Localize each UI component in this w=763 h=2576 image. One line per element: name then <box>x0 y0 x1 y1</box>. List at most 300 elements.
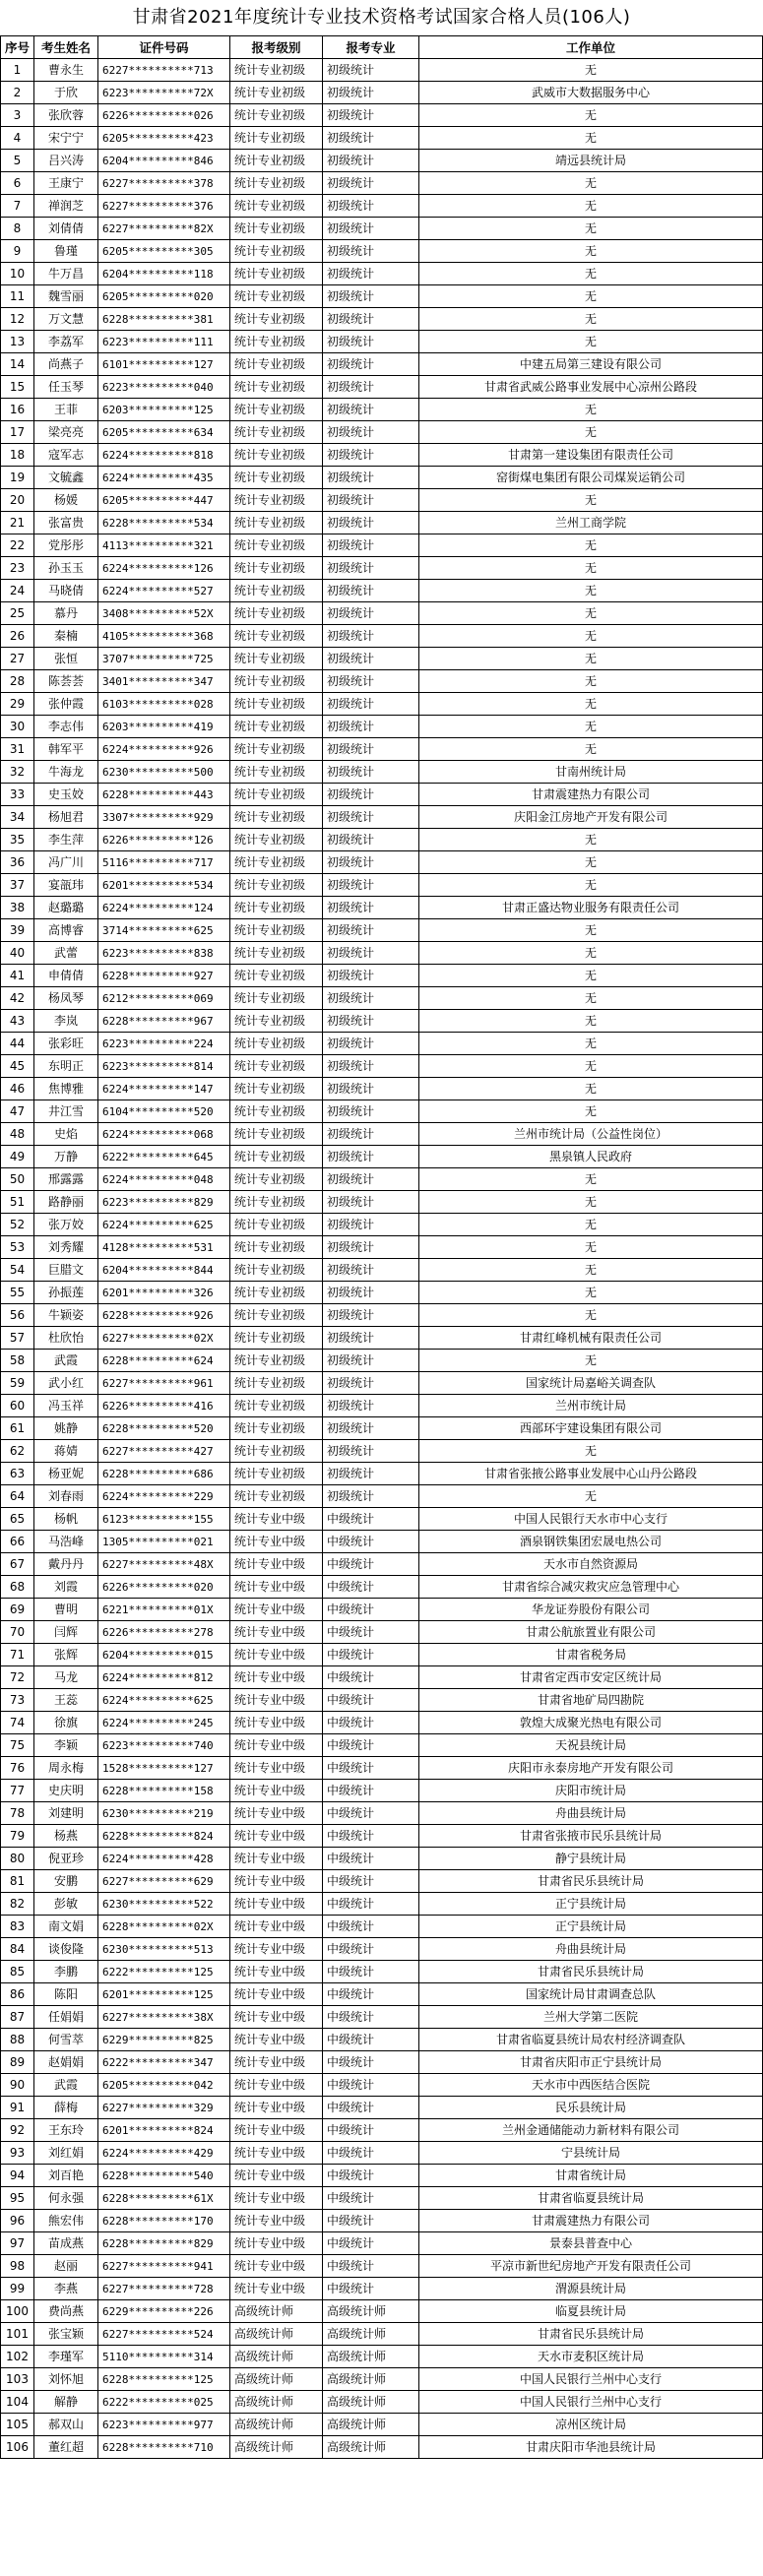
cell-name: 李燕 <box>34 2278 98 2300</box>
cell-level: 统计专业初级 <box>230 308 323 331</box>
cell-name: 王菲 <box>34 399 98 421</box>
cell-name: 史玉姣 <box>34 784 98 806</box>
cell-id-number: 4105**********368 <box>98 625 230 648</box>
cell-index: 67 <box>1 1553 34 1576</box>
table-row <box>1 285 763 308</box>
cell-level: 统计专业初级 <box>230 59 323 82</box>
cell-id-number: 6228**********967 <box>98 1010 230 1033</box>
table-row <box>1 195 763 218</box>
cell-id-number: 6204**********015 <box>98 1644 230 1666</box>
cell-work-unit: 甘肃第一建设集团有限责任公司 <box>419 444 763 467</box>
cell-work-unit: 无 <box>419 104 763 127</box>
cell-work-unit: 无 <box>419 285 763 308</box>
table-row <box>1 965 763 987</box>
cell-id-number: 6227**********629 <box>98 1870 230 1893</box>
cell-work-unit: 无 <box>419 1350 763 1372</box>
cell-level: 统计专业初级 <box>230 331 323 353</box>
cell-major: 初级统计 <box>323 1168 419 1191</box>
cell-name: 鲁瑾 <box>34 240 98 263</box>
cell-level: 统计专业中级 <box>230 1599 323 1621</box>
cell-index: 8 <box>1 218 34 240</box>
cell-index: 48 <box>1 1123 34 1146</box>
table-row <box>1 1893 763 1916</box>
cell-id-number: 6224**********625 <box>98 1689 230 1712</box>
cell-work-unit: 甘肃省税务局 <box>419 1644 763 1666</box>
cell-level: 高级统计师 <box>230 2323 323 2346</box>
cell-index: 85 <box>1 1961 34 1983</box>
cell-name: 禅润芝 <box>34 195 98 218</box>
cell-id-number: 6228**********158 <box>98 1780 230 1802</box>
cell-major: 初级统计 <box>323 467 419 489</box>
cell-id-number: 6228**********686 <box>98 1463 230 1485</box>
cell-major: 初级统计 <box>323 1327 419 1350</box>
cell-id-number: 6224**********435 <box>98 467 230 489</box>
cell-work-unit: 华龙证券股份有限公司 <box>419 1599 763 1621</box>
cell-work-unit: 无 <box>419 557 763 580</box>
cell-index: 5 <box>1 150 34 172</box>
cell-major: 初级统计 <box>323 625 419 648</box>
cell-index: 4 <box>1 127 34 150</box>
cell-name: 刘怀旭 <box>34 2368 98 2391</box>
table-row <box>1 874 763 897</box>
cell-id-number: 6227**********961 <box>98 1372 230 1395</box>
cell-id-number: 6223**********829 <box>98 1191 230 1214</box>
cell-index: 19 <box>1 467 34 489</box>
cell-major: 初级统计 <box>323 285 419 308</box>
cell-level: 统计专业初级 <box>230 1236 323 1259</box>
cell-major: 初级统计 <box>323 580 419 602</box>
cell-work-unit: 平凉市新世纪房地产开发有限责任公司 <box>419 2255 763 2278</box>
cell-level: 统计专业初级 <box>230 150 323 172</box>
cell-id-number: 6222**********125 <box>98 1961 230 1983</box>
cell-level: 统计专业初级 <box>230 489 323 512</box>
cell-level: 统计专业初级 <box>230 1304 323 1327</box>
table-row <box>1 1259 763 1282</box>
header-major: 报考专业 <box>323 36 419 59</box>
cell-major: 中级统计 <box>323 1689 419 1712</box>
table-row <box>1 399 763 421</box>
table-row <box>1 263 763 285</box>
cell-major: 中级统计 <box>323 1870 419 1893</box>
cell-id-number: 6230**********513 <box>98 1938 230 1961</box>
cell-id-number: 6228**********443 <box>98 784 230 806</box>
table-row <box>1 1372 763 1395</box>
table-row <box>1 2414 763 2436</box>
cell-level: 统计专业初级 <box>230 240 323 263</box>
cell-work-unit: 无 <box>419 263 763 285</box>
cell-major: 初级统计 <box>323 534 419 557</box>
cell-major: 初级统计 <box>323 1282 419 1304</box>
cell-work-unit: 甘肃省定西市安定区统计局 <box>419 1666 763 1689</box>
cell-major: 初级统计 <box>323 648 419 670</box>
cell-index: 47 <box>1 1100 34 1123</box>
cell-level: 统计专业中级 <box>230 1916 323 1938</box>
cell-level: 统计专业初级 <box>230 829 323 851</box>
cell-name: 李岚 <box>34 1010 98 1033</box>
cell-level: 统计专业初级 <box>230 512 323 534</box>
cell-id-number: 6223**********111 <box>98 331 230 353</box>
cell-id-number: 6224**********527 <box>98 580 230 602</box>
cell-index: 39 <box>1 919 34 942</box>
table-row <box>1 2391 763 2414</box>
cell-name: 刘霞 <box>34 1576 98 1599</box>
cell-major: 初级统计 <box>323 1417 419 1440</box>
table-row <box>1 2346 763 2368</box>
cell-index: 106 <box>1 2436 34 2459</box>
cell-level: 高级统计师 <box>230 2436 323 2459</box>
cell-work-unit: 静宁县统计局 <box>419 1848 763 1870</box>
cell-name: 闫辉 <box>34 1621 98 1644</box>
cell-level: 统计专业初级 <box>230 625 323 648</box>
cell-name: 曹明 <box>34 1599 98 1621</box>
cell-id-number: 6201**********326 <box>98 1282 230 1304</box>
cell-id-number: 6224**********818 <box>98 444 230 467</box>
table-row <box>1 897 763 919</box>
cell-level: 高级统计师 <box>230 2414 323 2436</box>
cell-level: 统计专业中级 <box>230 1734 323 1757</box>
cell-level: 统计专业初级 <box>230 1440 323 1463</box>
cell-name: 魏雪丽 <box>34 285 98 308</box>
table-row <box>1 1033 763 1055</box>
cell-id-number: 6205**********305 <box>98 240 230 263</box>
cell-major: 初级统计 <box>323 421 419 444</box>
cell-major: 初级统计 <box>323 806 419 829</box>
cell-name: 戴丹丹 <box>34 1553 98 1576</box>
header-level: 报考级别 <box>230 36 323 59</box>
cell-level: 统计专业初级 <box>230 1350 323 1372</box>
cell-name: 蒋婧 <box>34 1440 98 1463</box>
cell-name: 马浩峰 <box>34 1531 98 1553</box>
cell-major: 初级统计 <box>323 1033 419 1055</box>
cell-level: 统计专业初级 <box>230 784 323 806</box>
cell-major: 初级统计 <box>323 1372 419 1395</box>
cell-index: 46 <box>1 1078 34 1100</box>
table-row <box>1 1621 763 1644</box>
cell-major: 初级统计 <box>323 263 419 285</box>
cell-name: 宋宁宁 <box>34 127 98 150</box>
table-row <box>1 1010 763 1033</box>
cell-major: 中级统计 <box>323 2051 419 2074</box>
cell-index: 101 <box>1 2323 34 2346</box>
cell-index: 24 <box>1 580 34 602</box>
cell-id-number: 6223**********977 <box>98 2414 230 2436</box>
cell-major: 初级统计 <box>323 104 419 127</box>
cell-level: 统计专业中级 <box>230 1666 323 1689</box>
cell-work-unit: 无 <box>419 1033 763 1055</box>
cell-id-number: 6228**********61X <box>98 2187 230 2210</box>
table-row <box>1 150 763 172</box>
cell-index: 42 <box>1 987 34 1010</box>
cell-work-unit: 兰州大学第二医院 <box>419 2006 763 2029</box>
cell-id-number: 6205**********423 <box>98 127 230 150</box>
cell-work-unit: 天祝县统计局 <box>419 1734 763 1757</box>
cell-major: 初级统计 <box>323 512 419 534</box>
cell-work-unit: 天水市中西医结合医院 <box>419 2074 763 2097</box>
cell-id-number: 6201**********125 <box>98 1983 230 2006</box>
cell-level: 统计专业初级 <box>230 1282 323 1304</box>
cell-level: 统计专业中级 <box>230 1644 323 1666</box>
table-row <box>1 942 763 965</box>
cell-major: 初级统计 <box>323 240 419 263</box>
cell-name: 熊宏伟 <box>34 2210 98 2232</box>
cell-work-unit: 无 <box>419 127 763 150</box>
cell-work-unit: 甘肃震建热力有限公司 <box>419 784 763 806</box>
cell-id-number: 3401**********347 <box>98 670 230 693</box>
cell-index: 9 <box>1 240 34 263</box>
table-row <box>1 1350 763 1372</box>
cell-name: 王蕊 <box>34 1689 98 1712</box>
cell-index: 59 <box>1 1372 34 1395</box>
cell-major: 初级统计 <box>323 1485 419 1508</box>
cell-id-number: 6224**********124 <box>98 897 230 919</box>
table-body <box>1 59 763 2459</box>
header-id-number: 证件号码 <box>98 36 230 59</box>
cell-level: 高级统计师 <box>230 2346 323 2368</box>
cell-work-unit: 甘肃省临夏县统计局 <box>419 2187 763 2210</box>
cell-work-unit: 靖远县统计局 <box>419 150 763 172</box>
cell-level: 统计专业中级 <box>230 1802 323 1825</box>
cell-major: 中级统计 <box>323 1599 419 1621</box>
cell-level: 统计专业初级 <box>230 82 323 104</box>
cell-major: 初级统计 <box>323 716 419 738</box>
cell-major: 初级统计 <box>323 489 419 512</box>
cell-name: 万文慧 <box>34 308 98 331</box>
cell-name: 牛万昌 <box>34 263 98 285</box>
cell-index: 100 <box>1 2300 34 2323</box>
cell-level: 统计专业中级 <box>230 1621 323 1644</box>
cell-level: 统计专业中级 <box>230 1553 323 1576</box>
table-row <box>1 1802 763 1825</box>
cell-work-unit: 窑街煤电集团有限公司煤炭运销公司 <box>419 467 763 489</box>
cell-work-unit: 无 <box>419 421 763 444</box>
cell-work-unit: 甘肃省张掖公路事业发展中心山丹公路段 <box>419 1463 763 1485</box>
cell-level: 统计专业初级 <box>230 467 323 489</box>
table-row <box>1 1123 763 1146</box>
cell-work-unit: 无 <box>419 489 763 512</box>
cell-level: 统计专业中级 <box>230 2097 323 2119</box>
cell-id-number: 6228**********829 <box>98 2232 230 2255</box>
cell-major: 初级统计 <box>323 1146 419 1168</box>
cell-id-number: 6223**********838 <box>98 942 230 965</box>
cell-name: 李荔军 <box>34 331 98 353</box>
table-row <box>1 987 763 1010</box>
table-row <box>1 1553 763 1576</box>
cell-work-unit: 无 <box>419 1100 763 1123</box>
cell-name: 冯玉祥 <box>34 1395 98 1417</box>
cell-level: 高级统计师 <box>230 2391 323 2414</box>
cell-major: 初级统计 <box>323 1350 419 1372</box>
cell-id-number: 6226**********416 <box>98 1395 230 1417</box>
cell-major: 初级统计 <box>323 942 419 965</box>
cell-name: 杨凤琴 <box>34 987 98 1010</box>
cell-index: 45 <box>1 1055 34 1078</box>
table-row <box>1 2210 763 2232</box>
table-row <box>1 2187 763 2210</box>
cell-work-unit: 西部环宇建设集团有限公司 <box>419 1417 763 1440</box>
cell-name: 韩军平 <box>34 738 98 761</box>
cell-id-number: 6224**********048 <box>98 1168 230 1191</box>
cell-level: 统计专业初级 <box>230 693 323 716</box>
cell-name: 东明正 <box>34 1055 98 1078</box>
cell-major: 中级统计 <box>323 2255 419 2278</box>
table-row <box>1 580 763 602</box>
cell-index: 34 <box>1 806 34 829</box>
cell-major: 初级统计 <box>323 1123 419 1146</box>
table-row <box>1 1689 763 1712</box>
cell-name: 倪亚珍 <box>34 1848 98 1870</box>
cell-major: 初级统计 <box>323 399 419 421</box>
cell-work-unit: 无 <box>419 851 763 874</box>
table-row <box>1 331 763 353</box>
cell-major: 初级统计 <box>323 1395 419 1417</box>
table-row <box>1 625 763 648</box>
cell-index: 87 <box>1 2006 34 2029</box>
cell-level: 统计专业初级 <box>230 1214 323 1236</box>
table-row <box>1 2323 763 2346</box>
cell-level: 统计专业初级 <box>230 897 323 919</box>
cell-major: 初级统计 <box>323 851 419 874</box>
cell-index: 10 <box>1 263 34 285</box>
cell-name: 张辉 <box>34 1644 98 1666</box>
cell-id-number: 6204**********118 <box>98 263 230 285</box>
cell-id-number: 6226**********278 <box>98 1621 230 1644</box>
table-row <box>1 1508 763 1531</box>
cell-name: 张彩旺 <box>34 1033 98 1055</box>
table-row <box>1 2232 763 2255</box>
cell-level: 统计专业中级 <box>230 2187 323 2210</box>
cell-level: 统计专业初级 <box>230 285 323 308</box>
cell-major: 初级统计 <box>323 218 419 240</box>
cell-major: 高级统计师 <box>323 2300 419 2323</box>
cell-major: 中级统计 <box>323 1621 419 1644</box>
cell-index: 37 <box>1 874 34 897</box>
cell-work-unit: 宁县统计局 <box>419 2142 763 2165</box>
cell-name: 李志伟 <box>34 716 98 738</box>
cell-index: 78 <box>1 1802 34 1825</box>
table-row <box>1 1983 763 2006</box>
cell-work-unit: 甘肃省地矿局四勘院 <box>419 1689 763 1712</box>
cell-name: 张富贵 <box>34 512 98 534</box>
cell-major: 初级统计 <box>323 761 419 784</box>
cell-major: 中级统计 <box>323 1983 419 2006</box>
cell-index: 82 <box>1 1893 34 1916</box>
table-row <box>1 1100 763 1123</box>
cell-index: 53 <box>1 1236 34 1259</box>
table-row <box>1 2006 763 2029</box>
cell-name: 张欣蓉 <box>34 104 98 127</box>
cell-index: 83 <box>1 1916 34 1938</box>
table-row <box>1 1870 763 1893</box>
table-row <box>1 557 763 580</box>
cell-work-unit: 甘南州统计局 <box>419 761 763 784</box>
cell-index: 61 <box>1 1417 34 1440</box>
cell-index: 23 <box>1 557 34 580</box>
cell-id-number: 3408**********52X <box>98 602 230 625</box>
cell-level: 统计专业中级 <box>230 1780 323 1802</box>
table-row <box>1 602 763 625</box>
cell-major: 初级统计 <box>323 557 419 580</box>
cell-index: 92 <box>1 2119 34 2142</box>
cell-id-number: 1305**********021 <box>98 1531 230 1553</box>
cell-level: 统计专业中级 <box>230 1689 323 1712</box>
cell-major: 中级统计 <box>323 1666 419 1689</box>
cell-name: 何永强 <box>34 2187 98 2210</box>
cell-index: 6 <box>1 172 34 195</box>
cell-name: 焦博雅 <box>34 1078 98 1100</box>
cell-index: 43 <box>1 1010 34 1033</box>
cell-work-unit: 无 <box>419 1010 763 1033</box>
table-row <box>1 467 763 489</box>
cell-id-number: 6228**********02X <box>98 1916 230 1938</box>
cell-index: 7 <box>1 195 34 218</box>
cell-index: 98 <box>1 2255 34 2278</box>
cell-name: 杨旭君 <box>34 806 98 829</box>
cell-index: 15 <box>1 376 34 399</box>
cell-name: 刘倩倩 <box>34 218 98 240</box>
cell-major: 初级统计 <box>323 829 419 851</box>
cell-id-number: 6227**********728 <box>98 2278 230 2300</box>
cell-id-number: 6227**********427 <box>98 1440 230 1463</box>
cell-name: 李生萍 <box>34 829 98 851</box>
table-row <box>1 1734 763 1757</box>
cell-index: 27 <box>1 648 34 670</box>
cell-index: 44 <box>1 1033 34 1055</box>
cell-level: 统计专业初级 <box>230 127 323 150</box>
cell-id-number: 3307**********929 <box>98 806 230 829</box>
cell-index: 97 <box>1 2232 34 2255</box>
cell-name: 赵丽 <box>34 2255 98 2278</box>
cell-work-unit: 无 <box>419 331 763 353</box>
table-row <box>1 218 763 240</box>
cell-major: 中级统计 <box>323 2029 419 2051</box>
cell-work-unit: 天水市麦积区统计局 <box>419 2346 763 2368</box>
cell-id-number: 6104**********520 <box>98 1100 230 1123</box>
cell-level: 统计专业中级 <box>230 1757 323 1780</box>
cell-level: 统计专业中级 <box>230 1508 323 1531</box>
cell-index: 3 <box>1 104 34 127</box>
cell-work-unit: 无 <box>419 240 763 263</box>
cell-name: 党彤彤 <box>34 534 98 557</box>
cell-major: 中级统计 <box>323 1848 419 1870</box>
cell-major: 中级统计 <box>323 1757 419 1780</box>
cell-index: 52 <box>1 1214 34 1236</box>
cell-work-unit: 无 <box>419 1485 763 1508</box>
table-row <box>1 1916 763 1938</box>
cell-major: 初级统计 <box>323 1259 419 1282</box>
table-row <box>1 1938 763 1961</box>
cell-level: 统计专业初级 <box>230 919 323 942</box>
cell-work-unit: 无 <box>419 919 763 942</box>
cell-level: 统计专业中级 <box>230 2255 323 2278</box>
table-row <box>1 512 763 534</box>
cell-id-number: 6205**********634 <box>98 421 230 444</box>
cell-index: 71 <box>1 1644 34 1666</box>
cell-major: 中级统计 <box>323 2006 419 2029</box>
cell-level: 统计专业初级 <box>230 1010 323 1033</box>
cell-name: 巨腊文 <box>34 1259 98 1282</box>
table-row <box>1 444 763 467</box>
cell-work-unit: 无 <box>419 534 763 557</box>
cell-level: 统计专业初级 <box>230 263 323 285</box>
cell-major: 初级统计 <box>323 195 419 218</box>
cell-name: 何雪萃 <box>34 2029 98 2051</box>
cell-index: 26 <box>1 625 34 648</box>
cell-major: 中级统计 <box>323 1712 419 1734</box>
cell-work-unit: 庆阳市统计局 <box>419 1780 763 1802</box>
cell-index: 51 <box>1 1191 34 1214</box>
cell-id-number: 6223**********72X <box>98 82 230 104</box>
cell-name: 刘建明 <box>34 1802 98 1825</box>
